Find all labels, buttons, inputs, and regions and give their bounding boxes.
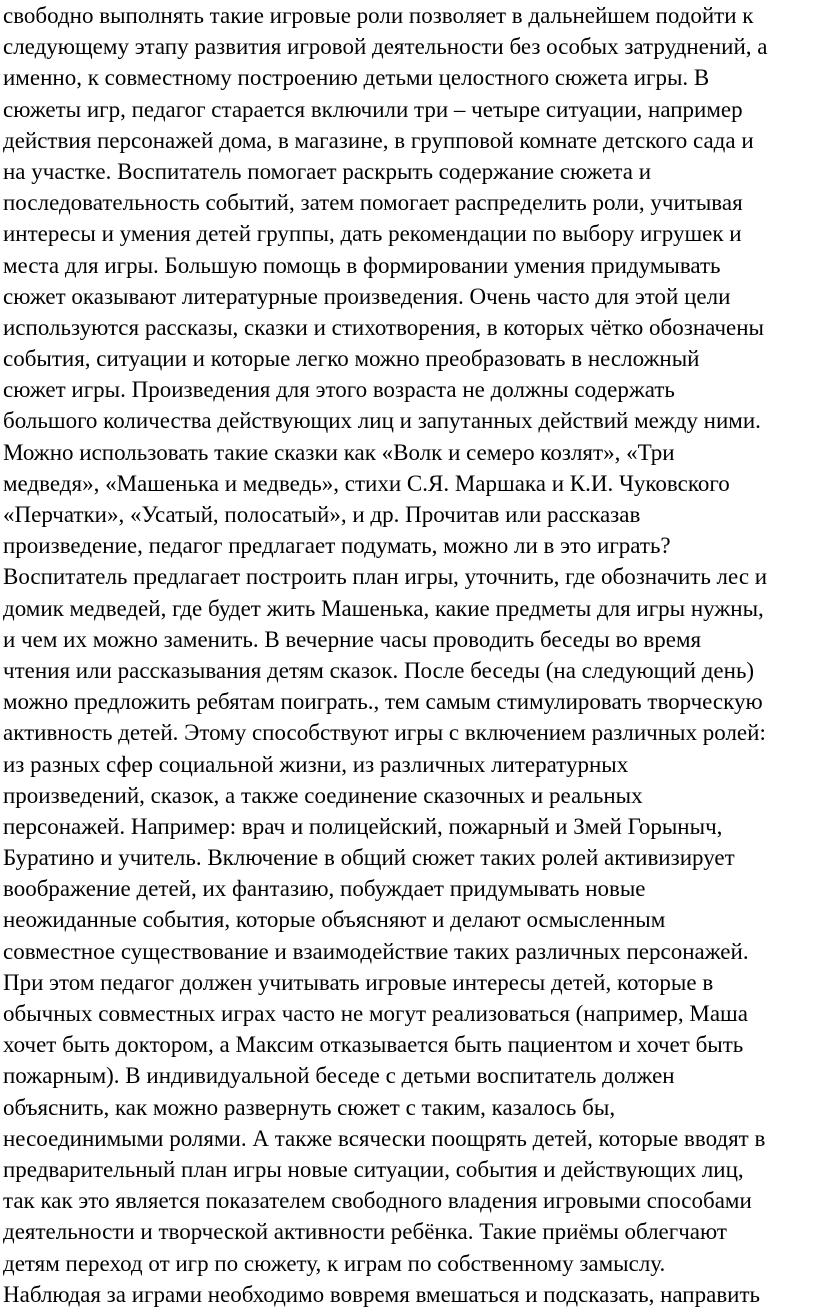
- text-line: совместное существование и взаимодействие таких различных персонажей.: [3, 938, 749, 964]
- text-line: медведя», «Машенька и медведь», стихи С.Я. Маршака и К.И. Чуковского: [3, 470, 730, 496]
- text-line: обычных совместных играх часто не могут реализоваться (например, Маша: [3, 1001, 748, 1026]
- text-line: произведений, сказок, а также соединение сказочных и реальных: [3, 782, 643, 808]
- text-line: последовательность событий, затем помогает распределить роли, учитывая: [3, 190, 743, 216]
- text-line: чтения или рассказывания детям сказок. После беседы (на следующий день): [3, 657, 755, 683]
- text-line: активность детей. Этому способствуют игры с включением различных ролей:: [3, 720, 766, 746]
- text-line: сюжет игры. Произведения для этого возраста не должны содержать: [3, 377, 675, 403]
- text-line: следующему этапу развития игровой деятельности без особых затруднений, а: [3, 34, 768, 60]
- text-line: произведение, педагог предлагает подумать, можно ли в это играть?: [3, 533, 671, 559]
- text-line: хочет быть доктором, а Максим отказывается быть пациентом и хочет быть: [3, 1032, 744, 1058]
- text-line: Наблюдая за играми необходимо вовремя вмешаться и подсказать, направить: [3, 1281, 761, 1307]
- text-line: и чем их можно заменить. В вечерние часы проводить беседы во время: [3, 626, 702, 652]
- text-line: неожиданные события, которые объясняют и делают осмысленным: [3, 907, 666, 933]
- text-line: воображение детей, их фантазию, побуждает придумывать новые: [3, 876, 646, 902]
- text-line: именно, к совместному построению детьми целостного сюжета игры. В: [3, 65, 710, 91]
- text-line: интересы и умения детей группы, дать рекомендации по выбору игрушек и: [3, 221, 742, 247]
- text-line: Воспитатель предлагает построить план игры, уточнить, где обозначить лес и: [3, 564, 768, 590]
- text-line: Можно использовать такие сказки как «Волк и семеро козлят», «Три: [3, 439, 675, 465]
- text-line: Буратино и учитель. Включение в общий сюжет таких ролей активизирует: [3, 845, 735, 871]
- text-line: так как это является показателем свободного владения игровыми способами: [3, 1188, 752, 1214]
- text-line: пожарным). В индивидуальной беседе с детьми воспитатель должен: [3, 1063, 675, 1089]
- text-line: свободно выполнять такие игровые роли позволяет в дальнейшем подойти к: [3, 3, 754, 28]
- text-line: При этом педагог должен учитывать игровые интересы детей, которые в: [3, 969, 714, 995]
- text-line: можно предложить ребятам поиграть., тем самым стимулировать творческую: [3, 689, 763, 715]
- text-line: объяснить, как можно развернуть сюжет с таким, казалось бы,: [3, 1094, 616, 1120]
- text-line: персонажей. Например: врач и полицейский, пожарный и Змей Горыныч,: [3, 813, 723, 839]
- text-line: несоединимыми ролями. А также всячески поощрять детей, которые вводят в: [3, 1125, 766, 1151]
- text-line: из разных сфер социальной жизни, из различных литературных: [3, 751, 629, 777]
- text-line: события, ситуации и которые легко можно преобразовать в несложный: [3, 346, 700, 372]
- text-line: на участке. Воспитатель помогает раскрыть содержание сюжета и: [3, 158, 652, 184]
- text-line: используются рассказы, сказки и стихотворения, в которых чётко обозначены: [3, 314, 764, 340]
- text-line: предварительный план игры новые ситуации, события и действующих лиц,: [3, 1156, 744, 1182]
- text-line: места для игры. Большую помощь в формировании умения придумывать: [3, 252, 721, 278]
- text-line: действия персонажей дома, в магазине, в групповой комнате детского сада и: [3, 127, 754, 153]
- text-line: «Перчатки», «Усатый, полосатый», и др. Прочитав или рассказав: [3, 502, 641, 527]
- text-line: детям переход от игр по сюжету, к играм по собственному замыслу.: [3, 1250, 666, 1276]
- text-line: деятельности и творческой активности ребёнка. Такие приёмы облегчают: [3, 1219, 727, 1245]
- text-line: сюжеты игр, педагог старается включили три – четыре ситуации, например: [3, 96, 743, 122]
- text-line: домик медведей, где будет жить Машенька, какие предметы для игры нужны,: [3, 595, 764, 621]
- text-line: сюжет оказывают литературные произведения. Очень часто для этой цели: [3, 283, 731, 309]
- text-line: большого количества действующих лиц и запутанных действий между ними.: [3, 408, 761, 434]
